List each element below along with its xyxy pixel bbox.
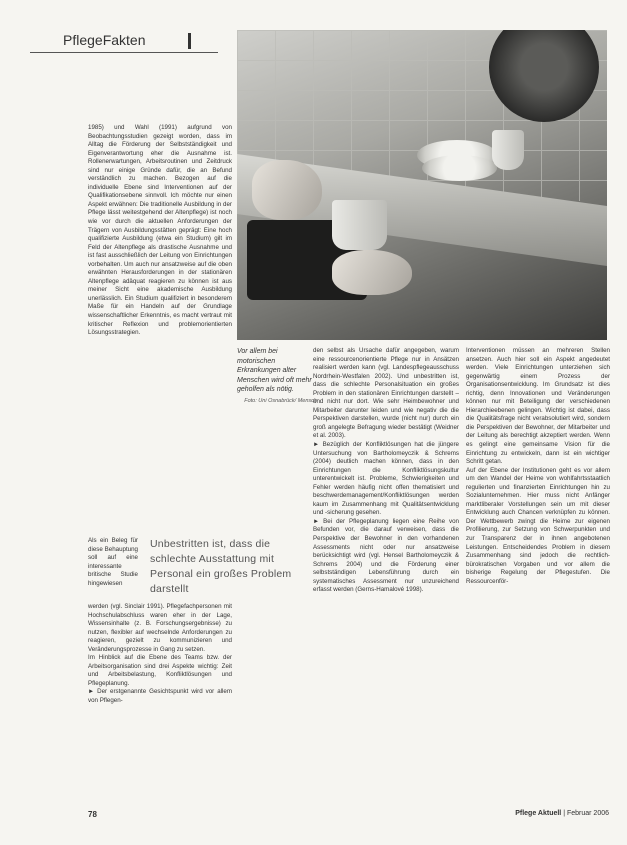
column-1-bottom [88,603,232,706]
paragraph-text: Der erstgenannte Gesichtspunkt wird vor allem von Pflegen- [88,688,232,705]
magazine-name: Pflege Aktuell [515,810,562,817]
paragraph: den selbst als Ursache dafür angegeben, warum eine ressourcenorientierte Pflege nur in Ansätzen realisiert werden kann (vgl. Landespflegeausschuss Nordrhein-Westfalen 2002). Und unbestritten ist, dass die schlechte Personalsituation ein großes Problem in den stationären Einrichtungen darstellt – und nicht nur dort. Wie sehr Heimbewohner und Mitarbeiter darunter leiden und wie negativ die die Perspektiven darstellen, wurde (nicht nur) durch ein groß angelegte Befragung wieder bestätigt (Weidner et al. 2003). [313,347,459,440]
column-3 [466,347,610,586]
footer-separator: | [563,810,567,817]
paragraph: Interventionen müssen an mehreren Stellen ansetzen. Auch hier soll ein Aspekt angedeutet werden. Viele Einrichtungen unterziehen sich gegenwärtig einem Prozess der Organisationsentwicklung. Im Grundsatz ist dies richtig, denn Innovationen und Veränderungen können nur mit Beteiligung der verschiedenen Hierarchieebenen gelingen. Wichtig ist dabei, dass die Qualitätsfrage nicht verabsolutiert wird, sondern die Perspektiven der Bewohner, der Mitarbeiter und der Leitung als berechtigt akzeptiert werden. Wenn es gelingt eine gemeinsame Vision für die Einrichtung zu entwickeln, dann ist ein wichtiger Schritt getan. [466,347,610,466]
section-bar [188,33,191,49]
footer-publication [515,810,609,817]
photo-hand [252,160,322,220]
section-label: PflegeFakten [63,32,146,48]
page-number: 78 [88,810,97,819]
pull-quote: Unbestritten ist, dass die schlechte Ausstattung mit Personal ein großes Problem darstellt [150,538,292,595]
paragraph: Im Hinblick auf die Ebene des Teams bzw. der Arbeitsorganisation sind drei Aspekte wichtig: Zeit und Arbeitsbelastung, Konfliktlösungen und Pflegeplanung. [88,654,232,687]
paragraph-arrow [313,441,459,518]
column-1-narrow [88,537,138,588]
column-2 [313,347,459,595]
paragraph-text: Bezüglich der Konfliktlösungen hat die jüngere Untersuchung von Bartholomeyczik & Schrems (2004) deutlich machen können, dass in den Einrichtungen die Konfliktlösungskultur unterentwickelt ist. Probleme, Schwierigkeiten und Fehler werden häufig nicht offen thematisiert und beschwerdemanagement/Konfliktlösungen werden kaum im Zusammenhang mit Qualitätsentwicklung und -sicherung gesehen. [313,441,459,517]
article-photo [237,30,607,340]
paragraph: werden (vgl. Sinclair 1991). Pflegefachpersonen mit Hochschulabschluss waren eher in der Lage, Wissensinhalte (z. B. Forschungsergebnisse) zu nutzen, flexibler auf wechselnde Anforderungen zu reagieren, gezielt zu kommunizieren und Veränderungsprozesse in Gang zu setzen. [88,603,232,653]
paragraph: 1985) und Wahl (1991) aufgrund von Beobachtungsstudien gezeigt worden, dass im Alltag die Förderung der Selbstständigkeit und Eigenverantwortung eher die Ausnahme ist. Rollenerwartungen, Arbeitsroutinen und Zeitdruck sind nur einige Gründe dafür, die an Befund verständlich zu machen. Bezogen auf die individuelle Ebene sind Interventionen auf der Qualifikationsebene sinnvoll. Ich möchte nur einen Aspekt erwähnen: Die traditionelle Ausbildung in der Pflege lässt weitestgehend der Altenpflege) ist noch wie vor durch die aktuellen Anforderungen der Trägern von Ausbildungsstätten geprägt: Eine hoch qualifizierte Ausbildung (etwa ein Studium) gilt im Feld der Altenpflege als drastische Ausnahme und ist fast ausschließlich der Leitung von Einrichtungen vorbehalten. Um auch nur ansatzweise auf die oben erwähnten Herausforderungen in der stationären Altenpflege adäquat reagieren zu können ist aus meiner Sicht eine akademische Ausbildung unerlässlich. Ein Studium qualifiziert in besonderem Maße für ein Handeln auf der Grundlage wissenschaftlicher Erkenntnis, es macht vertraut mit kritischer Reflexion und problemorientierten Lösungsstrategien. [88,124,232,337]
caption-text: Vor allem bei motorischen Erkrankungen alter Menschen wird oft mehr geholfen als nötig. [237,348,312,393]
photo-plate [422,155,497,181]
arrow-icon: ► [313,441,320,449]
photo-hand [332,250,412,295]
photo-teapot [332,200,387,250]
paragraph: Auf der Ebene der Institutionen geht es vor allem um den Wandel der Heime von wohlfahrtsstaatlich regulierten und finanzierten Einrichtungen hin zu Sozialunternehmen. Hier muss nicht Anfänger marktliberaler Vorstellungen sein um mit dieser Entwicklung auch Chancen verknüpfen zu können. Der Wettbewerb zwingt die Heime zur eigenen Profilierung, zur Setzung von Schwerpunkten und zur Transparenz der in ihnen angebotenen Leistungen. Entscheidendes Problem in diesem Zusammenhang sind jedoch die rechtlich-bürokratischen Vorgaben und vor allem die bisherige Regelung der Pflegestufen. Die Ressourcenför- [466,466,610,585]
section-tag [30,30,218,53]
column-1-top [88,124,232,338]
arrow-icon: ► [88,688,95,696]
paragraph-arrow [313,518,459,595]
caption-credit: Foto: Uni Osnabrück/ Mensch [244,397,317,404]
issue-date: Februar 2006 [566,810,609,817]
photo-caption [237,347,317,406]
paragraph-arrow [88,688,232,705]
paragraph: Als ein Beleg für diese Behauptung soll auf eine interessante britische Studie hingewiesen [88,537,138,587]
photo-cup [492,130,524,170]
paragraph-text: Bei der Pflegeplanung liegen eine Reihe von Befunden vor, die darauf verweisen, dass die Perspektive der Bewohner in den vorhandenen Assessments nicht oder nur ansatzweise berücksichtigt wird (vgl. Hensel Bartholomeyczik & Schrems 2004) und die Förderung einer selbstständigen Lebensführung durch ein systematisches Assessment nur unzureichend erfasst werden (Gerns-Hamalové 1998). [313,517,459,594]
arrow-icon: ► [313,517,320,525]
